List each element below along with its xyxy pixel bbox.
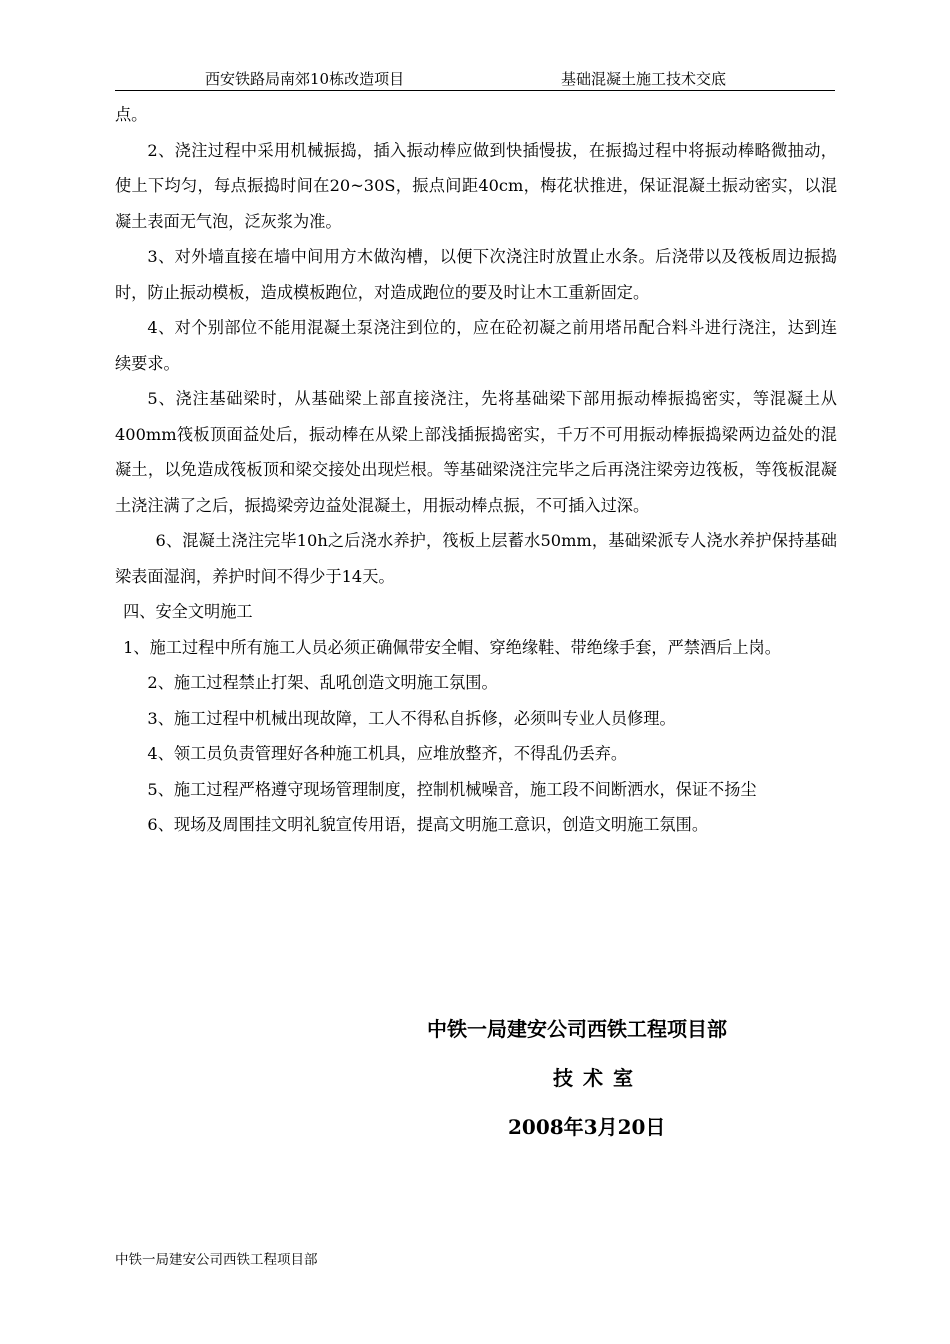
paragraph-item-6: 6、混凝土浇注完毕10h之后浇水养护，筏板上层蓄水50mm，基础梁派专人浇水养护保持基础梁表面湿润，养护时间不得少于14天。	[115, 531, 837, 586]
section-title-safety: 四、安全文明施工	[123, 602, 253, 621]
safety-item-2: 2、施工过程禁止打架、乱吼创造文明施工氛围。	[147, 673, 498, 692]
safety-item-5: 5、施工过程严格遵守现场管理制度，控制机械噪音，施工段不间断洒水，保证不扬尘	[147, 779, 757, 799]
page-header	[115, 68, 835, 91]
paragraph-item-4: 4、对个别部位不能用混凝土泵浇注到位的，应在砼初凝之前用塔吊配合料斗进行浇注，达到连续要求。	[115, 318, 837, 373]
header-project-name: 西安铁路局南郊10栋改造项目	[205, 70, 405, 88]
signature-department: 技术室	[553, 1066, 643, 1090]
signature-date: 2008年3月20日	[508, 1115, 666, 1139]
signature-organization: 中铁一局建安公司西铁工程项目部	[427, 1017, 727, 1041]
safety-item-3: 3、施工过程中机械出现故障，工人不得私自拆修，必须叫专业人员修理。	[147, 708, 676, 728]
safety-item-6: 6、现场及周围挂文明礼貌宣传用语，提高文明施工意识，创造文明施工氛围。	[147, 815, 709, 834]
document-body	[115, 97, 837, 843]
page-footer: 中铁一局建安公司西铁工程项目部	[115, 1252, 318, 1268]
paragraph-continuation: 点。	[115, 105, 148, 124]
paragraph-item-2: 2、浇注过程中采用机械振捣，插入振动棒应做到快插慢拔，在振捣过程中将振动棒略微抽动，使上下均匀，每点振捣时间在20~30S，振点间距40cm，梅花状推进，保证混凝土振动密实，以混凝土表面无气泡，泛灰浆为准。	[115, 140, 838, 231]
header-document-title: 基础混凝土施工技术交底	[561, 70, 727, 88]
safety-item-1: 1、施工过程中所有施工人员必须正确佩带安全帽、穿绝缘鞋、带绝缘手套，严禁酒后上岗。	[123, 637, 781, 657]
paragraph-item-3: 3、对外墙直接在墙中间用方木做沟槽，以便下次浇注时放置止水条。后浇带以及筏板周边振捣时，防止振动模板，造成模板跑位，对造成跑位的要及时让木工重新固定。	[115, 247, 837, 302]
safety-item-4: 4、领工员负责管理好各种施工机具，应堆放整齐，不得乱仍丢弃。	[147, 744, 628, 763]
paragraph-item-5: 5、浇注基础梁时，从基础梁上部直接浇注，先将基础梁下部用振动棒振捣密实，等混凝土从400mm筏板顶面益处后，振动棒在从梁上部浅插振捣密实，千万不可用振动棒振捣梁两边益处的混凝土，以免造成筏板顶和梁交接处出现烂根。等基础梁浇注完毕之后再浇注梁旁边筏板，等筏板混凝土浇注满了之后，振捣梁旁边益处混凝土，用振动棒点振，不可插入过深。	[115, 389, 837, 515]
